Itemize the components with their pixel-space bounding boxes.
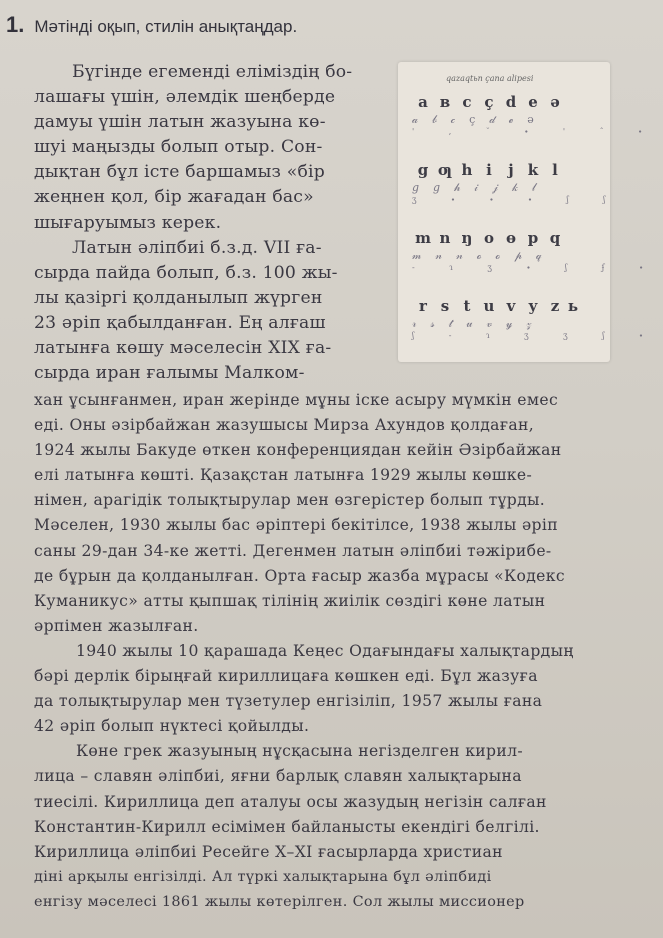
handwritten-script-marks: 𝑔𝑔𝒽𝒾𝒿𝓀𝓁 bbox=[412, 181, 550, 194]
text-line: Бүгінде егеменді еліміздің бо- bbox=[72, 62, 353, 82]
text-line: 42 әріп болып нүктесі қойылды. bbox=[34, 717, 310, 736]
text-line: 23 әріп қабылданған. Ең алғаш bbox=[34, 312, 326, 333]
text-line: тиесілі. Кириллица деп аталуы осы жазудың негізін салған bbox=[34, 792, 547, 811]
alphabet-letter: a bbox=[418, 93, 428, 111]
text-line: Куманикус» атты қыпшақ тілінің жиілік сөздігі көне латын bbox=[34, 591, 546, 610]
handwritten-script-marks: ʒ ∙ ∙ ∙ ʃ ʃ bbox=[412, 195, 622, 204]
text-line: бәрі дерлік бірыңғай кириллицаға көшкен еді. Бұл жазуға bbox=[34, 667, 538, 686]
alphabet-letter: n bbox=[439, 229, 451, 247]
alphabet-letter: ө bbox=[505, 229, 516, 247]
text-line: Көне грек жазуының нұсқасына негізделген кирил- bbox=[76, 742, 523, 761]
alphabet-letter: g bbox=[417, 161, 429, 179]
alphabet-letter: ь bbox=[567, 297, 579, 315]
alphabet-letter: z bbox=[550, 297, 560, 315]
text-line: 1924 жылы Бакуде өткен конференциядан кейін Әзірбайжан bbox=[34, 441, 562, 460]
text-line: елі латынға көшті. Қазақстан латынға 1929 жылы көшке- bbox=[34, 466, 533, 485]
text-line: шығаруымыз керек. bbox=[34, 212, 222, 233]
alphabet-chart-title: qazaqtьn çana alipesi bbox=[446, 74, 534, 83]
text-line: лы қазіргі қолданылып жүрген bbox=[34, 287, 323, 308]
alphabet-letter: p bbox=[527, 229, 539, 247]
text-line: німен, арагідік толықтырулар мен өзгерістер болып тұрды. bbox=[34, 491, 546, 510]
alphabet-letter: s bbox=[440, 297, 450, 315]
task-number: 1. bbox=[6, 12, 25, 37]
text-line: да толықтырулар мен түзетулер енгізіліп, 1957 жылы ғана bbox=[34, 692, 543, 711]
text-line: Кириллица әліпбиі Ресейге X–XI ғасырларда христиан bbox=[34, 842, 503, 861]
alphabet-letter: ç bbox=[484, 93, 494, 111]
handwritten-script-marks: ' , ˘ ∙ ' ˆ ∙ bbox=[412, 127, 659, 136]
text-line: Мәселен, 1930 жылы бас әріптері бекітілсе, 1938 жылы әріп bbox=[34, 516, 558, 535]
task-instruction: Мәтінді оқып, стилін анықтаңдар. bbox=[34, 17, 298, 36]
text-line: сырда пайда болып, б.з. 100 жы- bbox=[34, 262, 338, 283]
alphabet-row-2 bbox=[412, 160, 622, 207]
alphabet-letter: c bbox=[462, 93, 472, 111]
text-line: әрпімен жазылған. bbox=[34, 616, 199, 635]
alphabet-letter: l bbox=[552, 161, 558, 179]
text-line: сырда иран ғалымы Малком- bbox=[34, 363, 305, 384]
alphabet-letter: r bbox=[419, 297, 427, 315]
text-line: лашағы үшін, әлемдік шеңберде bbox=[34, 87, 336, 108]
alphabet-letter: q bbox=[549, 229, 561, 247]
alphabet-row-3 bbox=[412, 228, 660, 275]
handwritten-script-marks: 𝓂𝓃𝓃ℴℴ𝓅𝓆 bbox=[412, 249, 556, 262]
text-line: жеңнен қол, бір жағадан бас» bbox=[34, 187, 314, 208]
text-line: Латын әліпбиі б.з.д. VII ға- bbox=[72, 237, 322, 258]
wrapped-text-column bbox=[34, 60, 364, 386]
handwritten-script-marks: 𝒶𝒷𝒸ç𝒹ℯə bbox=[412, 113, 548, 126]
alphabet-letter: ƣ bbox=[437, 161, 453, 179]
alphabet-letter: y bbox=[528, 297, 538, 315]
text-line: дықтан бұл істе баршамыз «бір bbox=[34, 162, 325, 183]
alphabet-letter: в bbox=[439, 93, 451, 111]
text-line: енгізу мәселесі 1861 жылы көтерілген. Сол жылы миссионер bbox=[34, 893, 525, 910]
text-line: латынға көшу мәселесін XIX ға- bbox=[34, 338, 332, 359]
text-line: 1940 жылы 10 қарашада Кеңес Одағындағы халықтардың bbox=[76, 641, 574, 660]
alphabet-letter: e bbox=[528, 93, 538, 111]
text-line: дамуы үшін латын жазуына кө- bbox=[34, 112, 326, 133]
text-line: Константин-Кирилл есімімен байланысты екендігі белгілі. bbox=[34, 817, 540, 836]
alphabet-letter: ә bbox=[550, 93, 560, 111]
text-line: діні арқылы енгізілді. Ал түркі халықтарына бұл әліпбиді bbox=[34, 868, 492, 885]
text-line: хан ұсынғанмен, иран жерінде мұны іске асыру мүмкін емес bbox=[34, 391, 559, 409]
handwritten-script-marks: - ɿ ʒ ∙ ʃ ʄ ∙ bbox=[412, 263, 660, 272]
alphabet-letter: d bbox=[505, 93, 517, 111]
alphabet-row-1 bbox=[412, 92, 659, 139]
text-line: саны 29-дан 34-ке жетті. Дегенмен латын әліпбиі тәжірибе- bbox=[34, 541, 552, 560]
alphabet-letter: j bbox=[508, 161, 514, 179]
alphabet-letter: k bbox=[527, 161, 539, 179]
alphabet-letter: i bbox=[486, 161, 492, 179]
alphabet-letter: o bbox=[483, 229, 494, 247]
alphabet-letter: t bbox=[463, 297, 471, 315]
alphabet-letter: h bbox=[461, 161, 473, 179]
latin-alphabet-image bbox=[398, 62, 660, 362]
text-line: де бұрын да қолданылған. Орта ғасыр жазба мұрасы «Кодекс bbox=[34, 566, 565, 585]
alphabet-letter: v bbox=[506, 297, 516, 315]
text-line: лица – славян әліпбиі, яғни барлық славян халықтарына bbox=[34, 767, 522, 786]
alphabet-row-4 bbox=[412, 296, 659, 343]
task-heading bbox=[6, 12, 297, 38]
alphabet-letter: ŋ bbox=[461, 229, 473, 247]
text-line: шуі маңызды болып отыр. Сон- bbox=[34, 137, 323, 158]
full-width-text bbox=[34, 388, 624, 915]
text-line: еді. Оны әзірбайжан жазушысы Мирза Ахундов қолдаған, bbox=[34, 416, 535, 435]
alphabet-letter: u bbox=[483, 297, 495, 315]
handwritten-script-marks: 𝓇𝓈𝓉𝓊𝓋𝓎𝓏 bbox=[412, 317, 546, 330]
alphabet-letter: m bbox=[415, 229, 431, 247]
handwritten-script-marks: ʃ - ɿ ʒ ʒ ʃ ∙ bbox=[412, 331, 659, 340]
